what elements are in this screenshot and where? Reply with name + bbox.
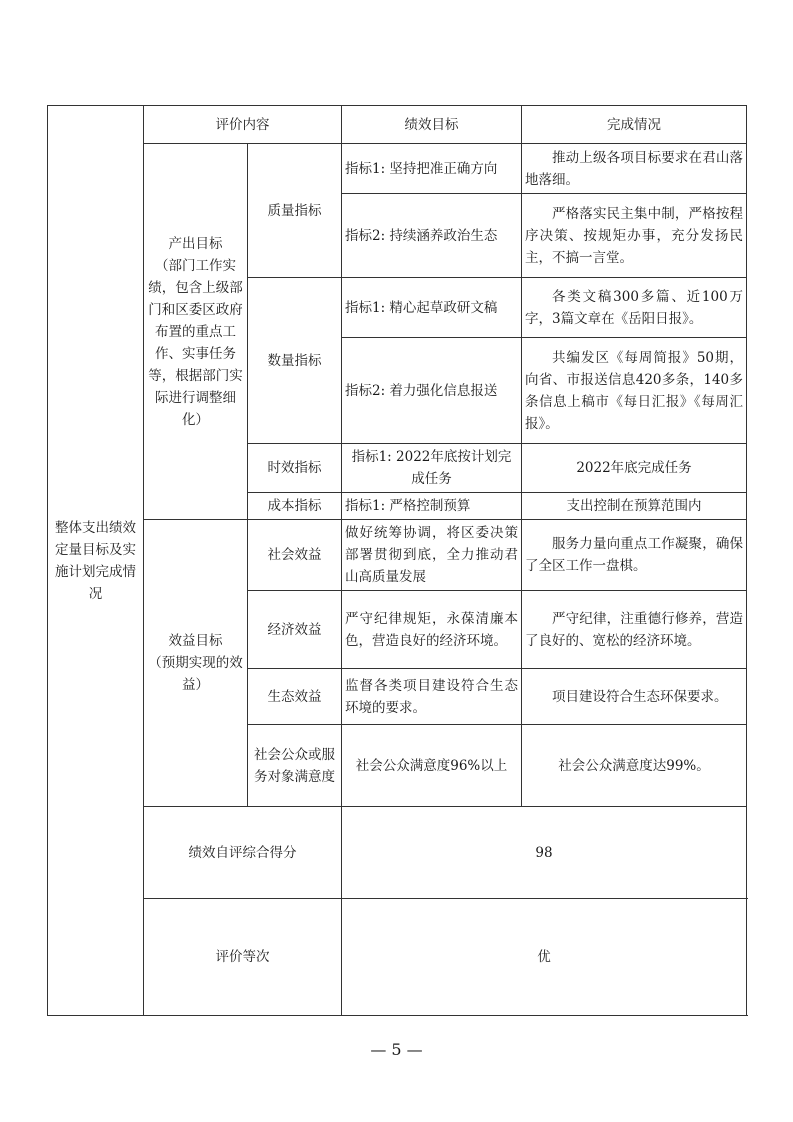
ecological-benefit-label: 生态效益 <box>248 669 342 725</box>
score-value: 98 <box>342 807 747 899</box>
quality-target-1: 指标1: 坚持把准正确方向 <box>342 144 522 194</box>
timeliness-indicator-label: 时效指标 <box>248 444 342 493</box>
quality-result-1: 推动上级各项目标要求在君山落地落细。 <box>522 144 747 194</box>
quantity-target-2: 指标2: 着力强化信息报送 <box>342 338 522 444</box>
page-number: — 5 — <box>370 1040 423 1059</box>
cost-target: 指标1: 严格控制预算 <box>342 493 522 520</box>
quality-target-2: 指标2: 持续涵养政治生态 <box>342 194 522 278</box>
header-content: 评价内容 <box>144 106 342 144</box>
economic-benefit-result: 严守纪律，注重德行修养，营造了良好的、宽松的经济环境。 <box>522 591 747 669</box>
table-row <box>48 144 747 194</box>
quantity-result-2: 共编发区《每周简报》50期，向省、市报送信息420多条，140多条信息上稿市《每日汇报》《每周汇报》。 <box>522 338 747 444</box>
benefit-group-note: （预期实现的效益） <box>148 655 243 693</box>
grade-row <box>48 899 747 1016</box>
benefit-group-label <box>144 520 248 807</box>
performance-evaluation-table <box>47 105 747 1016</box>
output-group-label <box>144 144 248 520</box>
quantity-indicator-label: 数量指标 <box>248 278 342 444</box>
cost-result: 支出控制在预算范围内 <box>522 493 747 520</box>
quality-result-2: 严格落实民主集中制，严格按程序决策、按规矩办事，充分发扬民主，不搞一言堂。 <box>522 194 747 278</box>
header-target: 绩效目标 <box>342 106 522 144</box>
quality-indicator-label: 质量指标 <box>248 144 342 278</box>
benefit-group-title: 效益目标 <box>168 633 223 649</box>
grade-label: 评价等次 <box>144 899 342 1016</box>
satisfaction-target: 社会公众满意度96%以上 <box>342 725 522 807</box>
cost-indicator-label: 成本指标 <box>248 493 342 520</box>
output-group-note: （部门工作实绩，包含上级部门和区委区政府布置的重点工作、实事任务等，根据部门实际进行调整细化） <box>148 257 243 428</box>
economic-benefit-label: 经济效益 <box>248 591 342 669</box>
timeliness-target: 指标1: 2022年底按计划完成任务 <box>342 444 522 493</box>
header-row <box>48 106 747 144</box>
satisfaction-label: 社会公众或服务对象满意度 <box>248 725 342 807</box>
quantity-target-1: 指标1: 精心起草政研文稿 <box>342 278 522 338</box>
social-benefit-result: 服务力量向重点工作凝聚，确保了全区工作一盘棋。 <box>522 520 747 591</box>
ecological-benefit-result: 项目建设符合生态环保要求。 <box>522 669 747 725</box>
grade-value: 优 <box>342 899 747 1016</box>
header-result: 完成情况 <box>522 106 747 144</box>
social-benefit-target: 做好统筹协调，将区委决策部署贯彻到底，全力推动君山高质量发展 <box>342 520 522 591</box>
timeliness-result: 2022年底完成任务 <box>522 444 747 493</box>
social-benefit-label: 社会效益 <box>248 520 342 591</box>
satisfaction-result: 社会公众满意度达99%。 <box>522 725 747 807</box>
ecological-benefit-target: 监督各类项目建设符合生态环境的要求。 <box>342 669 522 725</box>
quantity-result-1: 各类文稿300多篇、近100万字，3篇文章在《岳阳日报》。 <box>522 278 747 338</box>
table-row <box>48 520 747 591</box>
score-label: 绩效自评综合得分 <box>144 807 342 899</box>
economic-benefit-target: 严守纪律规矩，永葆清廉本色，营造良好的经济环境。 <box>342 591 522 669</box>
side-label: 整体支出绩效定量目标及实施计划完成情况 <box>48 106 144 1016</box>
output-group-title: 产出目标 <box>168 235 223 252</box>
score-row <box>48 807 747 899</box>
